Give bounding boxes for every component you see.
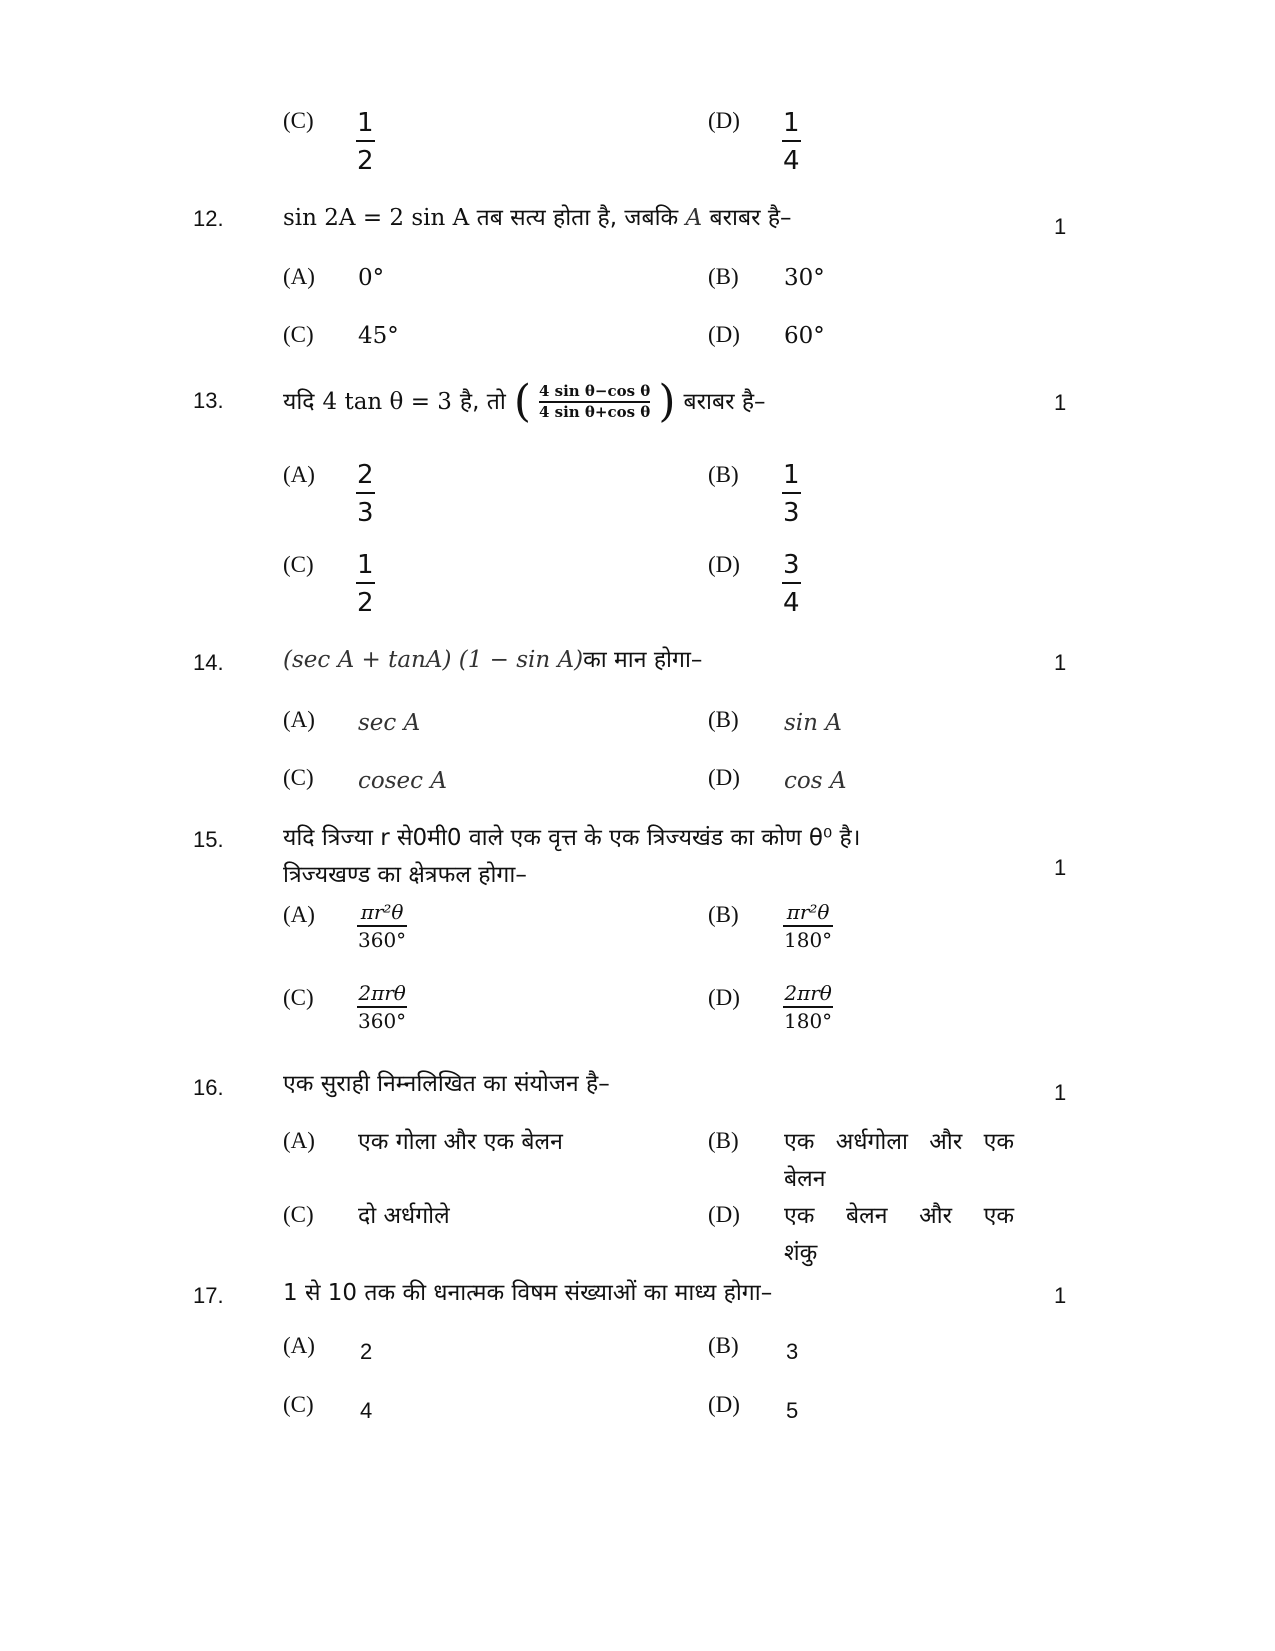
option-label: (C) [283,1392,314,1417]
option-label: (A) [283,1333,315,1358]
option-value: cos A [784,768,847,794]
question-marks: 1 [1054,1080,1067,1105]
option-value-line1: एक बेलन और एक [784,1203,1014,1229]
option-value: 5 [786,1398,799,1423]
option-value-line2: शंकु [784,1240,818,1266]
fraction-numerator: 2 [357,460,374,490]
fraction-denominator: 360° [358,1008,407,1033]
question-fraction [539,384,650,420]
fraction-bar [782,140,801,142]
option-value: 2 [360,1339,373,1364]
option-value: 0° [358,265,385,291]
option-label: (C) [283,322,314,347]
question-marks: 1 [1054,650,1067,675]
question-hindi: है, तो [459,388,506,415]
option-label: (A) [283,1128,315,1153]
question-marks: 1 [1054,390,1067,415]
fraction-bar [357,1006,407,1008]
fraction-denominator: 360° [358,927,407,952]
question-number: 15. [193,827,224,852]
option-label: (A) [283,462,315,487]
question-tail: बराबर है– [709,205,792,231]
option-value: sin A [784,710,842,736]
question-number: 14. [193,650,224,675]
option-fraction [782,462,801,526]
fraction-bar [783,925,833,927]
fraction-denominator: 3 [357,498,374,528]
option-value: दो अर्धगोले [358,1203,450,1229]
option-label: (D) [708,108,740,133]
option-value-line2: बेलन [784,1166,826,1192]
fraction-bar [356,492,375,494]
fraction-numerator: πr²θ [786,900,830,924]
fraction-numerator: 1 [783,108,800,138]
question-math: (sec A + tanA) (1 − sin A) [283,647,584,673]
option-fraction [783,983,833,1031]
fraction-numerator: 4 sin θ−cos θ [539,382,651,401]
fraction-denominator: 3 [783,498,800,528]
option-label: (A) [283,707,315,732]
fraction-numerator: 1 [357,550,374,580]
question-line: यदि त्रिज्या r से0मी0 वाले एक वृत्त के एक त्रिज्यखंड का कोण θ⁰ है। [283,825,861,851]
fraction-denominator: 4 [783,146,800,176]
fraction-denominator: 2 [357,146,374,176]
fraction-numerator: 1 [783,460,800,490]
fraction-numerator: 1 [357,108,374,138]
question-text: एक सुराही निम्नलिखित का संयोजन है– [283,1071,610,1097]
fraction-denominator: 180° [784,927,833,952]
fraction-denominator: 4 sin θ+cos θ [539,402,651,421]
fraction-numerator: 2πrθ [358,981,406,1005]
option-value: sec A [358,710,421,736]
fraction-bar [783,1006,833,1008]
question-marks: 1 [1054,855,1067,880]
question-hindi: तब सत्य होता है, जबकि [476,205,679,231]
option-fraction [782,552,801,616]
option-fraction [356,110,375,174]
option-label: (C) [283,1202,314,1227]
question-number: 13. [193,388,224,413]
question-number: 16. [193,1075,224,1100]
option-label: (D) [708,322,740,347]
option-value: 30° [784,265,825,291]
question-number: 12. [193,206,224,231]
option-label: (C) [283,108,314,133]
option-label: (B) [708,1333,739,1358]
fraction-numerator: πr²θ [360,900,404,924]
option-value: 3 [786,1339,799,1364]
question-math: 4 tan θ = 3 [322,388,452,415]
option-value: cosec A [358,768,447,794]
option-label: (B) [708,462,739,487]
fraction-bar [782,582,801,584]
question-text: 1 से 10 तक की धनात्मक विषम संख्याओं का माध्य होगा– [283,1280,773,1306]
fraction-bar [782,492,801,494]
question-variable: A [685,205,703,231]
question-marks: 1 [1054,1283,1067,1308]
option-value: 4 [360,1398,373,1423]
option-label: (A) [283,902,315,927]
question-hindi: का मान होगा– [583,647,703,673]
option-label: (D) [708,1202,740,1227]
option-fraction [357,983,407,1031]
option-label: (D) [708,985,740,1010]
option-value: एक गोला और एक बेलन [358,1129,563,1155]
fraction-denominator: 2 [357,588,374,618]
option-label: (D) [708,1392,740,1417]
option-fraction [783,902,833,950]
question-text [283,200,792,237]
option-label: (C) [283,765,314,790]
question-hindi: यदि [283,388,315,415]
open-paren: ( [513,376,531,427]
option-label: (C) [283,552,314,577]
option-value: 60° [784,323,825,349]
option-label: (B) [708,1128,739,1153]
option-label: (C) [283,985,314,1010]
option-label: (B) [708,264,739,289]
question-math: sin 2A = 2 sin A [283,205,470,231]
question-tail: बराबर है– [683,388,766,415]
close-paren: ) [658,376,676,427]
option-fraction [357,902,407,950]
option-label: (B) [708,707,739,732]
option-fraction [356,462,375,526]
option-value: 45° [358,323,399,349]
fraction-numerator: 2πrθ [784,981,832,1005]
fraction-bar [357,925,407,927]
fraction-bar [356,582,375,584]
question-marks: 1 [1054,214,1067,239]
fraction-bar [356,140,375,142]
option-label: (B) [708,902,739,927]
question-text [283,642,702,679]
fraction-numerator: 3 [783,550,800,580]
fraction-denominator: 4 [783,588,800,618]
question-number: 17. [193,1283,224,1308]
question-text [283,376,766,427]
option-label: (A) [283,264,315,289]
option-label: (D) [708,552,740,577]
fraction-denominator: 180° [784,1008,833,1033]
option-value-line1: एक अर्धगोला और एक [784,1129,1014,1155]
option-label: (D) [708,765,740,790]
question-line: त्रिज्यखण्ड का क्षेत्रफल होगा– [283,862,527,888]
option-fraction [356,552,375,616]
option-fraction [782,110,801,174]
